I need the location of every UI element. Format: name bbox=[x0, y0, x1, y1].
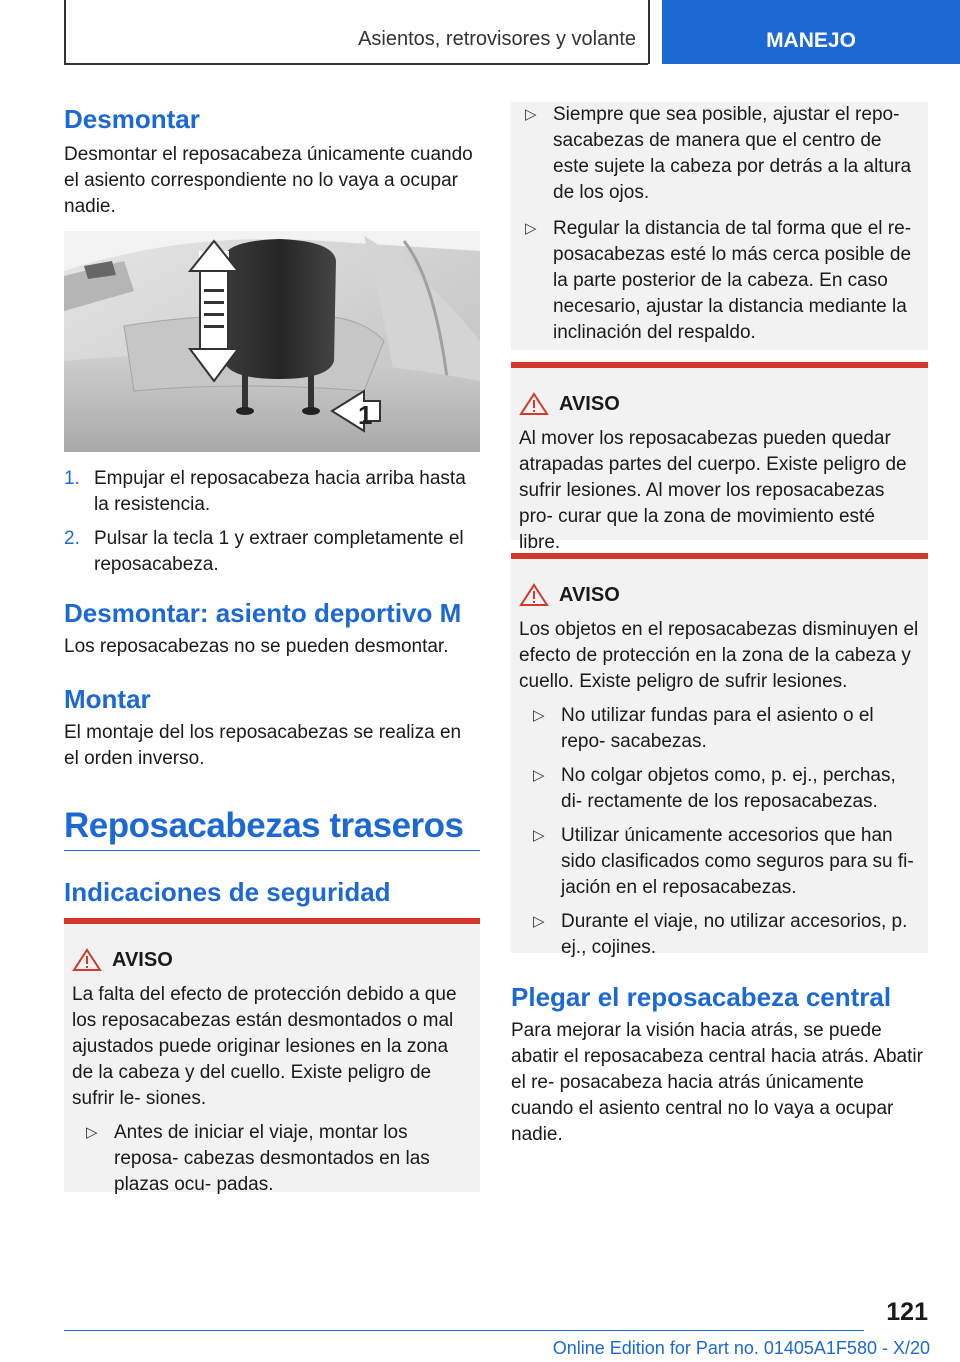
notice-bullets bbox=[519, 703, 920, 961]
step-text: Empujar el reposacabeza hacia arriba hasta la resistencia. bbox=[94, 468, 466, 515]
continued-bullets-panel bbox=[511, 102, 928, 350]
step-text: Pulsar la tecla 1 y extraer completamente el reposacabeza. bbox=[94, 528, 464, 575]
triangle-right-icon: ▷ bbox=[533, 827, 545, 844]
warning-triangle-icon bbox=[72, 948, 102, 972]
notice-label: AVISO bbox=[559, 393, 620, 415]
safety-heading: Indicaciones de seguridad bbox=[64, 877, 391, 907]
header-section-title: Asientos, retrovisores y volante bbox=[358, 28, 636, 50]
montar-heading: Montar bbox=[64, 684, 151, 714]
list-item bbox=[511, 216, 920, 346]
list-item bbox=[519, 823, 920, 901]
notice-header bbox=[519, 583, 920, 607]
desmontar-m-heading: Desmontar: asiento deportivo M bbox=[64, 598, 462, 628]
list-item-text: Antes de iniciar el viaje, montar los reposa- cabezas desmontados en las plazas ocu- padas. bbox=[114, 1122, 430, 1195]
montar-body: El montaje del los reposacabezas se realiza en el orden inverso. bbox=[64, 722, 462, 769]
warning-triangle-icon bbox=[519, 583, 549, 607]
triangle-right-icon: ▷ bbox=[525, 106, 537, 123]
chapter-title: Reposacabezas traseros bbox=[64, 806, 464, 845]
notice-body: Los objetos en el reposacabezas disminuyen el efecto de protección en la zona de la cabeza y cuello. Existe peligro de sufrir lesiones. bbox=[519, 619, 919, 692]
list-item bbox=[519, 703, 920, 755]
desmontar-m-body: Los reposacabezas no se pueden desmontar. bbox=[64, 636, 449, 657]
list-item-text: No colgar objetos como, p. ej., perchas, di- rectamente de los reposacabezas. bbox=[561, 765, 896, 812]
notice-bullets bbox=[72, 1120, 472, 1198]
warning-notice bbox=[511, 553, 928, 958]
triangle-right-icon: ▷ bbox=[533, 767, 545, 784]
triangle-right-icon: ▷ bbox=[533, 913, 545, 930]
chapter-rule bbox=[64, 850, 480, 851]
triangle-right-icon: ▷ bbox=[525, 220, 537, 237]
triangle-right-icon: ▷ bbox=[86, 1124, 98, 1141]
notice-header bbox=[72, 948, 472, 972]
notice-label: AVISO bbox=[112, 949, 173, 971]
chapter-tab[interactable]: MANEJO bbox=[662, 0, 960, 64]
list-item-text: Regular la distancia de tal forma que el re- posacabezas esté lo más cerca posible de la parte posterior de la cabeza. En caso necesario, ajustar la distancia mediante la inclinación del respaldo. bbox=[553, 218, 912, 343]
continued-bullets bbox=[511, 102, 920, 346]
list-item bbox=[519, 909, 920, 961]
headrest-illustration bbox=[64, 231, 480, 452]
step-item bbox=[64, 466, 480, 518]
list-item bbox=[511, 102, 920, 206]
plegar-heading: Plegar el reposacabeza central bbox=[511, 982, 892, 1012]
headrest-illustration-svg bbox=[64, 231, 480, 452]
notice-label: AVISO bbox=[559, 584, 620, 606]
plegar-body: Para mejorar la visión hacia atrás, se puede abatir el reposacabeza central hacia atrás. Abatir el re- posacabeza hacia atrás únicamente cuando el asiento central no lo vaya a ocupar nadie. bbox=[511, 1020, 923, 1145]
list-item-text: Durante el viaje, no utilizar accesorios, p. ej., cojines. bbox=[561, 911, 908, 958]
list-item-text: Siempre que sea posible, ajustar el repo- sacabezas de manera que el centro de este sujete la cabeza por detrás a la altura de los ojos. bbox=[553, 104, 912, 203]
warning-notice bbox=[64, 918, 480, 1195]
notice-body: La falta del efecto de protección debido a que los reposacabezas están desmontados o mal ajustados puede originar lesiones en la zona de la cabeza y del cuello. Existe peligro de sufrir le- siones. bbox=[72, 984, 457, 1109]
step-number: 2. bbox=[64, 528, 80, 549]
step-item bbox=[64, 526, 480, 578]
header-divider bbox=[648, 0, 650, 64]
page-number: 121 bbox=[886, 1298, 928, 1326]
list-item-text: No utilizar fundas para el asiento o el repo- sacabezas. bbox=[561, 705, 874, 752]
footer-rule bbox=[64, 1330, 864, 1331]
step-number: 1. bbox=[64, 468, 80, 489]
edition-info: Online Edition for Part no. 01405A1F580 - X/20 bbox=[552, 1338, 930, 1358]
header-bottom-rule bbox=[64, 63, 648, 65]
notice-header bbox=[519, 392, 920, 416]
removal-steps bbox=[64, 466, 480, 578]
list-item-text: Utilizar únicamente accesorios que han sido clasificados como seguros para su fi- jación en el reposacabezas. bbox=[561, 825, 914, 898]
list-item bbox=[72, 1120, 472, 1198]
triangle-right-icon: ▷ bbox=[533, 707, 545, 724]
list-item bbox=[519, 763, 920, 815]
desmontar-heading: Desmontar bbox=[64, 104, 200, 134]
warning-triangle-icon bbox=[519, 392, 549, 416]
desmontar-body: Desmontar el reposacabeza únicamente cuando el asiento correspondiente no lo vaya a ocupar nadie. bbox=[64, 144, 473, 217]
warning-notice bbox=[511, 362, 928, 553]
notice-body: Al mover los reposacabezas pueden quedar atrapadas partes del cuerpo. Existe peligro de sufrir lesiones. Al mover los reposacabezas pro- curar que la zona de movimiento esté libre. bbox=[519, 428, 907, 553]
callout-number: 1 bbox=[358, 400, 373, 430]
